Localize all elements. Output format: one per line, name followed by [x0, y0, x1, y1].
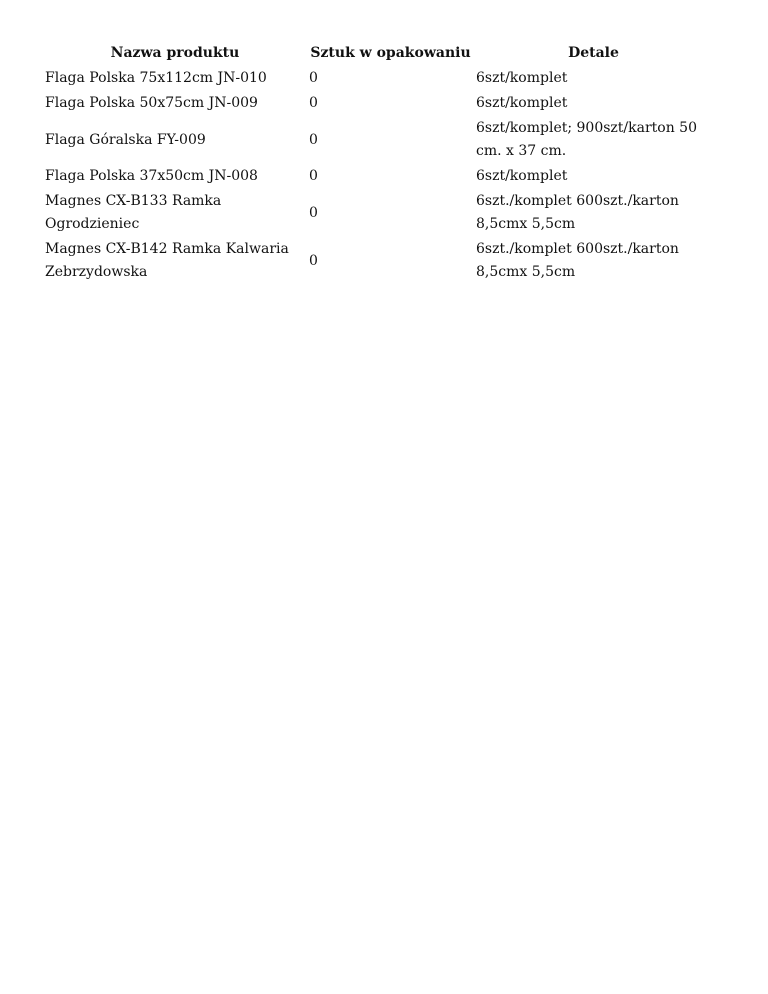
table-row	[43, 66, 713, 91]
table-header-row	[43, 40, 713, 66]
units-per-package-cell: 0	[309, 252, 318, 269]
product-name-cell: Flaga Polska 37x50cm JN-008	[45, 168, 258, 184]
units-per-package-cell: 0	[309, 204, 318, 221]
table-row	[43, 91, 713, 116]
details-cell: 6szt./komplet 600szt./karton 8,5cmx 5,5cm	[476, 241, 679, 280]
units-per-package-cell: 0	[309, 131, 318, 148]
product-name-cell: Magnes CX-B142 Ramka Kalwaria Zebrzydowska	[45, 241, 289, 280]
product-name-cell: Flaga Polska 75x112cm JN-010	[45, 70, 267, 86]
units-per-package-cell: 0	[309, 168, 318, 184]
units-per-package-cell: 0	[309, 95, 318, 111]
table-row	[43, 189, 713, 237]
details-cell: 6szt/komplet	[476, 70, 568, 86]
details-cell: 6szt/komplet	[476, 168, 568, 184]
table-row	[43, 116, 713, 164]
header-details: Detale	[568, 45, 619, 61]
product-name-cell: Flaga Polska 50x75cm JN-009	[45, 95, 258, 111]
details-cell: 6szt/komplet; 900szt/karton 50 cm. x 37 cm.	[476, 120, 697, 159]
product-table	[43, 40, 713, 285]
table-row	[43, 164, 713, 189]
units-per-package-cell: 0	[309, 70, 318, 86]
product-name-cell: Magnes CX-B133 Ramka Ogrodzieniec	[45, 193, 222, 232]
product-name-cell: Flaga Góralska FY-009	[45, 131, 206, 148]
header-product-name: Nazwa produktu	[110, 45, 240, 61]
table-row	[43, 237, 713, 285]
details-cell: 6szt/komplet	[476, 95, 568, 111]
header-units-per-package: Sztuk w opakowaniu	[310, 45, 471, 61]
details-cell: 6szt./komplet 600szt./karton 8,5cmx 5,5cm	[476, 193, 679, 232]
